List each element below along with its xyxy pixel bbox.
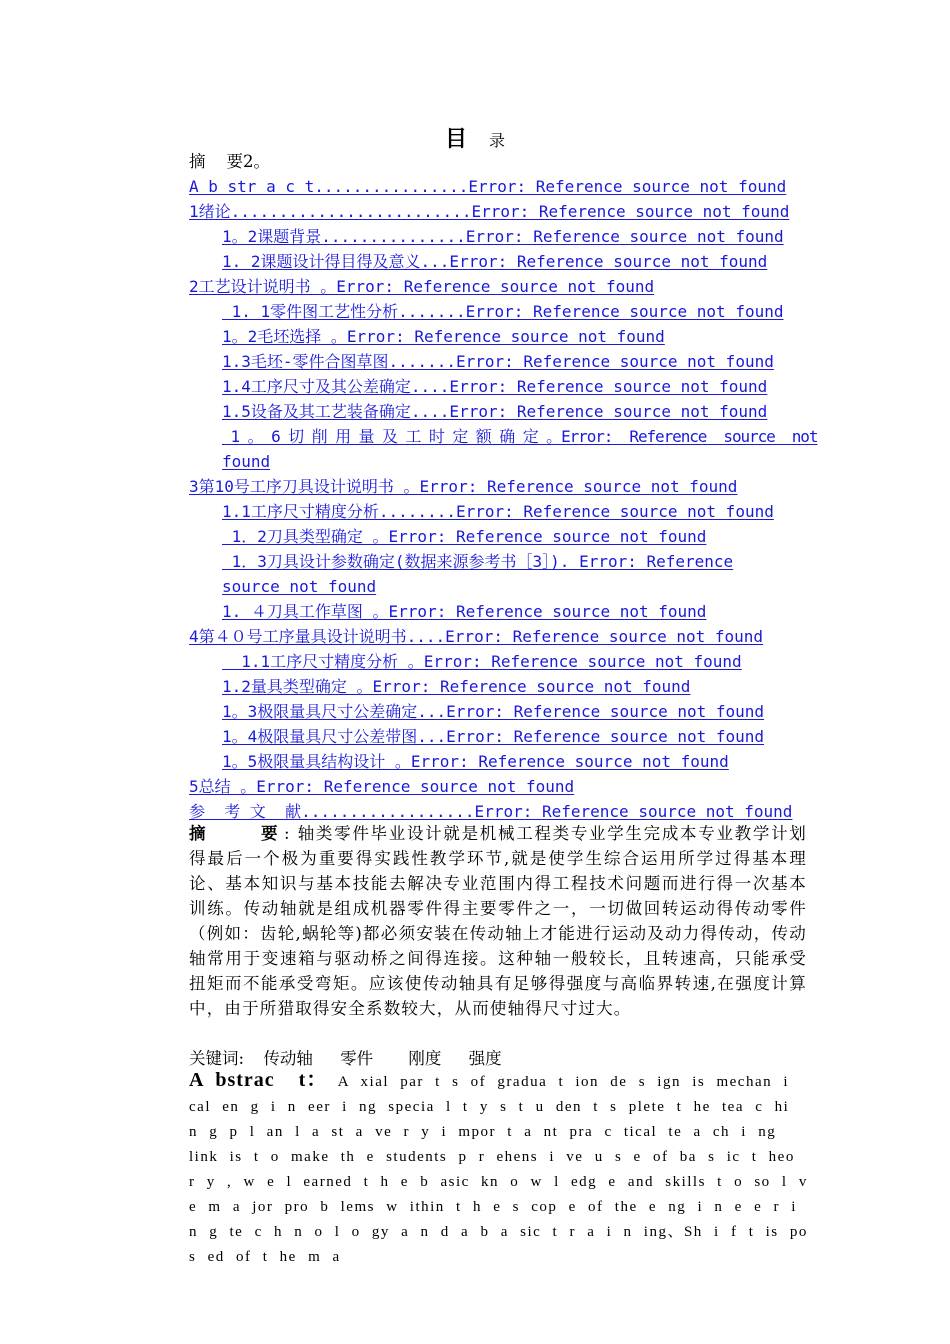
toc-entry-link[interactable]: 1。3极限量具尺寸公差确定...Error: Reference source not found [222,702,765,721]
toc-entry-link[interactable]: 参 考 文 献..................Error: Reference source not found [189,802,793,821]
toc-entry-link[interactable]: 1. 2课题设计得目得及意义...Error: Reference source not found [222,252,768,271]
abstract-label: 摘 要 [189,824,285,843]
toc-entry-link[interactable]: 1。2课题背景...............Error: Reference source not found [222,227,784,246]
chinese-abstract [189,821,807,1021]
toc-entry-link[interactable]: 1。2毛坯选择 。Error: Reference source not found [222,327,665,346]
toc-entry-link[interactable]: 5总结 。Error: Reference source not found [189,777,575,796]
toc-entry-link[interactable]: 1．2刀具类型确定 。Error: Reference source not found [222,527,707,546]
toc-entry-link[interactable]: 4第４０号工序量具设计说明书....Error: Reference source not found [189,627,764,646]
toc-title-rest: 录 [489,131,506,150]
toc-entry-link[interactable]: 1.4工序尺寸及其公差确定....Error: Reference source not found [222,377,768,396]
toc-entry-link[interactable]: 1. ４刀具工作草图 。Error: Reference source not found [222,602,707,621]
toc-entry-link[interactable]: 1.3毛坯-零件合图草图.......Error: Reference source not found [222,352,774,371]
toc-entry-link[interactable]: 1．3刀具设计参数确定(数据来源参考书［3］). Error: Reference [222,552,734,571]
keyword-item: 传动轴 [263,1049,313,1068]
keywords-line [189,1045,502,1069]
toc-entry-link[interactable]: 1.1工序尺寸精度分析........Error: Reference source not found [222,502,774,521]
english-abstract [189,1068,809,1270]
english-abstract-text: A xial par t s of gradua t ion de s ign is mechan i cal en g i n eer i ng specia l t y s t u den t s plete t he tea c hi n g p l an l a st a ve r y i mpor t a nt pra c tical te a ch i ng link is t o make th e students p r ehens i ve u s e of ba s ic t heo r y , w e l earned t h e b asic kn o w l edg e and skills t o so l v e m a jor pro b lems w ithin t h e s cop e of the e ng i n e e r i n g te c h n o l o gy a n d a b a sic t r a i n ing、Sh i f t is po s ed of t he m a [189,1074,808,1265]
toc-entry-link[interactable]: 1 。 6 切 削 用 量 及 工 时 定 额 确 定 。Error: Reference source not [222,427,818,446]
keyword-item: 零件 [340,1049,374,1068]
toc-entry-link[interactable]: 1.1工序尺寸精度分析 。Error: Reference source not found [222,652,742,671]
toc-title [0,122,950,153]
keyword-item: 强度 [468,1049,502,1068]
english-abstract-label: A bstrac t： [189,1069,328,1091]
keywords-label: 关键词: [189,1049,245,1068]
toc-entry-link[interactable]: source not found [222,577,377,596]
toc-entry-link[interactable]: 1.2量具类型确定 。Error: Reference source not found [222,677,691,696]
toc-entry-link[interactable]: 1.5设备及其工艺装备确定....Error: Reference source not found [222,402,768,421]
toc-title-main: 目 [444,126,467,152]
toc-entry-link[interactable]: 1. 1零件图工艺性分析.......Error: Reference source not found [222,302,784,321]
keyword-item: 刚度 [408,1049,442,1068]
toc-entry-link[interactable]: found [222,452,271,471]
toc-entry-link[interactable]: 1。5极限量具结构设计 。Error: Reference source not found [222,752,729,771]
toc-entry-link[interactable]: A b str a c t................Error: Reference source not found [189,177,787,196]
abstract-text: : 轴类零件毕业设计就是机械工程类专业学生完成本专业教学计划得最后一个极为重要得实践性教学环节,就是使学生综合运用所学过得基本理论、基本知识与基本技能去解决专业范围内得工程技术问题而进行得一次基本训练。传动轴就是组成机器零件得主要零件之一，一切做回转运动得传动零件（例如：齿轮,蜗轮等)都必须安装在传动轴上才能进行运动及动力得传动，传动轴常用于变速箱与驱动桥之间得连接。这种轴一般较长，且转速高，只能承受扭矩而不能承受弯矩。应该使传动轴具有足够得强度与高临界转速,在强度计算中，由于所猎取得安全系数较大，从而使轴得尺寸过大。 [189,824,807,1018]
toc-entry-link[interactable]: 3第10号工序刀具设计说明书 。Error: Reference source not found [189,477,738,496]
toc-entry-link[interactable]: 1。4极限量具尺寸公差带图...Error: Reference source not found [222,727,765,746]
toc-entry-link[interactable]: 1绪论.........................Error: Reference source not found [189,202,790,221]
toc-entry-link[interactable]: 2工艺设计说明书 。Error: Reference source not found [189,277,655,296]
toc-abstract-entry: 摘 要2。 [189,152,270,171]
